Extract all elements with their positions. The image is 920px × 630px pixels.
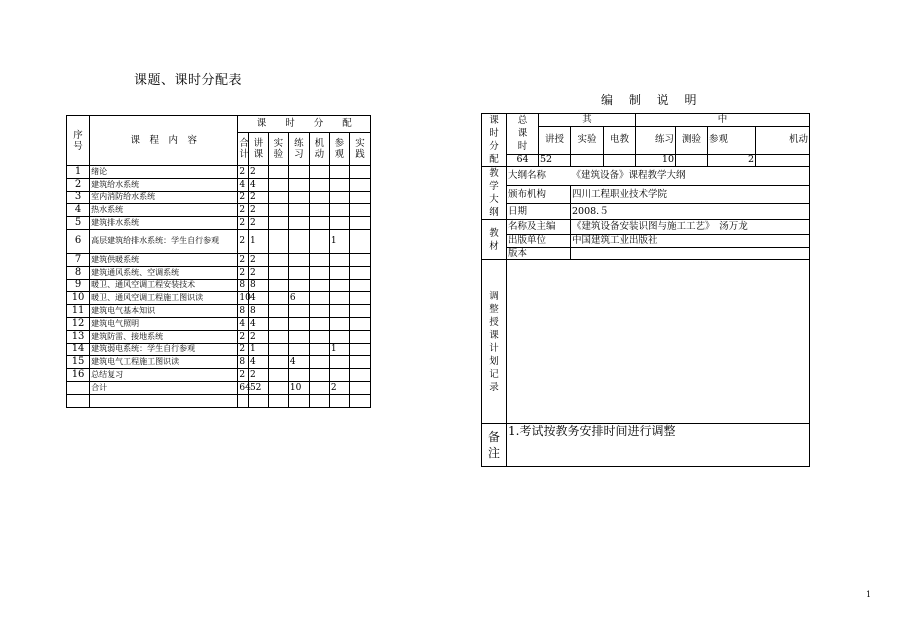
- label-tiaozheng: 调 整 授 课 计 划 记 录: [482, 260, 507, 424]
- row-value: 2: [238, 343, 249, 356]
- row-value: [288, 330, 309, 343]
- row-value: 4: [248, 356, 268, 369]
- row-value: 4: [248, 292, 268, 305]
- row-value: [349, 266, 370, 279]
- row-number: 4: [67, 204, 90, 217]
- label-keshi: 课 时 分 配: [482, 114, 507, 167]
- row-value: 2: [248, 253, 268, 266]
- row-course: 合计: [90, 381, 238, 394]
- row-value: 4: [288, 356, 309, 369]
- row-value: [268, 279, 288, 292]
- row-number: 10: [67, 292, 90, 305]
- row-value: [268, 266, 288, 279]
- label-zhong: 中: [636, 114, 810, 127]
- row-course: 建筑给水系统: [90, 178, 238, 191]
- row-number: 12: [67, 317, 90, 330]
- col-lianxi: 练习: [636, 126, 676, 154]
- table-row: [67, 317, 371, 330]
- row-value: [268, 292, 288, 305]
- header-col: 机 动: [309, 133, 329, 166]
- row-value: [329, 356, 349, 369]
- table-row: [67, 305, 371, 318]
- row-value: [349, 356, 370, 369]
- val-dianjiao: [604, 154, 636, 166]
- book-value: 中国建筑工业出版社: [571, 235, 810, 248]
- row-value: [349, 229, 370, 253]
- row-course: [90, 394, 238, 407]
- row-value: [309, 369, 329, 382]
- row-value: [268, 317, 288, 330]
- row-value: [349, 317, 370, 330]
- row-value: [349, 394, 370, 407]
- label-beizhu: 备 注: [482, 424, 507, 467]
- row-value: 2: [238, 204, 249, 217]
- row-value: 4: [238, 317, 249, 330]
- row-value: 2: [238, 166, 249, 179]
- row-value: [309, 279, 329, 292]
- table-row: [67, 394, 371, 407]
- row-value: 2: [248, 330, 268, 343]
- row-value: [288, 266, 309, 279]
- header-col: 合 计: [238, 133, 249, 166]
- row-value: [268, 381, 288, 394]
- label-jiaocai: 教 材: [482, 220, 507, 260]
- row-value: [309, 166, 329, 179]
- row-value: [309, 204, 329, 217]
- row-value: [329, 317, 349, 330]
- row-number: 14: [67, 343, 90, 356]
- row-value: [349, 305, 370, 318]
- row-number: 5: [67, 217, 90, 230]
- dagang-key: 日期: [507, 204, 571, 220]
- table-row: [67, 279, 371, 292]
- col-shiyan: 实验: [571, 126, 604, 154]
- book-value: [571, 248, 810, 260]
- row-course: 热水系统: [90, 204, 238, 217]
- row-value: 64: [239, 382, 251, 393]
- book-key: 版本: [507, 248, 571, 260]
- row-value: [329, 217, 349, 230]
- row-value: [329, 369, 349, 382]
- row-value: 2: [248, 266, 268, 279]
- row-value: 4: [238, 178, 249, 191]
- row-number: 2: [67, 178, 90, 191]
- left-title: 课题、课时分配表: [134, 73, 243, 88]
- dagang-value: 2008.５: [571, 204, 810, 220]
- row-value: [309, 394, 329, 407]
- row-value: [329, 253, 349, 266]
- header-col: 讲 课: [248, 133, 268, 166]
- row-course: 建筑电气照明: [90, 317, 238, 330]
- row-value: [268, 178, 288, 191]
- table-row: [67, 204, 371, 217]
- row-value: [309, 292, 329, 305]
- compilation-notes-table: [481, 113, 810, 467]
- row-course: 建筑电气基本知识: [90, 305, 238, 318]
- row-course: 暖卫、通风空调工程安装技术: [90, 279, 238, 292]
- row-value: [309, 330, 329, 343]
- row-value: [268, 217, 288, 230]
- dagang-key: 大纲名称: [507, 167, 571, 186]
- table-row: [67, 292, 371, 305]
- row-value: [288, 317, 309, 330]
- row-value: [309, 343, 329, 356]
- row-number: 1: [67, 166, 90, 179]
- page-number: 1: [866, 590, 872, 599]
- row-value: 1: [248, 343, 268, 356]
- row-value: [349, 204, 370, 217]
- row-value: 2: [248, 166, 268, 179]
- header-course: 课 程 内 容: [90, 116, 238, 166]
- row-course: 总结复习: [90, 369, 238, 382]
- dagang-key: 颁布机构: [507, 186, 571, 204]
- row-value: 2: [238, 369, 249, 382]
- row-course: 绪论: [90, 166, 238, 179]
- row-value: [329, 305, 349, 318]
- row-value: [349, 343, 370, 356]
- row-value: [349, 381, 370, 394]
- label-zong: 总 课 时: [507, 114, 539, 155]
- row-number: 13: [67, 330, 90, 343]
- row-value: [329, 279, 349, 292]
- row-value: [268, 305, 288, 318]
- row-value: [309, 178, 329, 191]
- val-ceyan: [676, 154, 708, 166]
- row-number: 7: [67, 253, 90, 266]
- val-jidong: [756, 154, 810, 166]
- row-value: [268, 166, 288, 179]
- row-value: [288, 253, 309, 266]
- header-col: 参 观: [329, 133, 349, 166]
- label-qi: 其: [539, 114, 636, 127]
- row-value: [349, 369, 370, 382]
- dagang-value: 《建筑设备》课程教学大纲: [571, 167, 810, 186]
- table-row: [67, 178, 371, 191]
- dagang-value: 四川工程职业技术学院: [571, 186, 810, 204]
- row-value: 2: [238, 229, 249, 253]
- row-value: 8: [248, 279, 268, 292]
- table-row: [67, 381, 371, 394]
- row-value: 8: [238, 356, 249, 369]
- val-jiangshou: 52: [539, 154, 571, 166]
- row-value: [329, 204, 349, 217]
- row-value: [349, 279, 370, 292]
- adjustment-record-area: [507, 260, 810, 424]
- table-row: [67, 191, 371, 204]
- row-number: 15: [67, 356, 90, 369]
- row-value: 2: [248, 217, 268, 230]
- row-value: [329, 166, 349, 179]
- table-row: [67, 253, 371, 266]
- row-value: [309, 217, 329, 230]
- row-value: [288, 191, 309, 204]
- row-value: [288, 229, 309, 253]
- table-row: [67, 343, 371, 356]
- header-col: 实 验: [268, 133, 288, 166]
- row-value: [288, 166, 309, 179]
- val-canguan: 2: [708, 154, 756, 166]
- row-value: 1: [329, 343, 349, 356]
- row-value: [309, 305, 329, 318]
- row-value: [349, 292, 370, 305]
- row-value: [288, 369, 309, 382]
- table-row: [67, 369, 371, 382]
- row-value: [329, 191, 349, 204]
- header-seq: 序 号: [67, 116, 90, 166]
- row-course: 建筑弱电系统：学生自行参观: [90, 343, 238, 356]
- row-value: 2: [238, 253, 249, 266]
- row-value: 52: [248, 381, 268, 394]
- row-value: [268, 204, 288, 217]
- row-value: [268, 343, 288, 356]
- book-key: 名称及主编: [507, 220, 571, 235]
- row-value: [248, 394, 268, 407]
- row-value: 2: [238, 191, 249, 204]
- row-value: [349, 166, 370, 179]
- remark-text: 1.考试按教务安排时间进行调整: [507, 424, 810, 467]
- row-value: [268, 394, 288, 407]
- row-value: 4: [248, 317, 268, 330]
- row-course: 建筑供暖系统: [90, 253, 238, 266]
- row-value: 2: [248, 369, 268, 382]
- row-number: 9: [67, 279, 90, 292]
- row-value: [349, 253, 370, 266]
- row-value: 6: [288, 292, 309, 305]
- course-hours-table: [66, 115, 371, 408]
- row-value: [329, 292, 349, 305]
- row-value: [309, 229, 329, 253]
- row-number: 11: [67, 305, 90, 318]
- row-course: 建筑电气工程施工图识读: [90, 356, 238, 369]
- row-value: [288, 279, 309, 292]
- row-value: 2: [329, 381, 349, 394]
- row-value: [288, 343, 309, 356]
- right-title: 编 制 说 明: [601, 93, 703, 107]
- table-row: [67, 330, 371, 343]
- row-course: 建筑排水系统: [90, 217, 238, 230]
- col-ceyan: 测验: [676, 126, 708, 154]
- col-dianjiao: 电教: [604, 126, 636, 154]
- val-lianxi: 10: [636, 154, 676, 166]
- row-course: 室内消防给水系统: [90, 191, 238, 204]
- row-value: [288, 204, 309, 217]
- col-jiangshou: 讲授: [539, 126, 571, 154]
- row-course: 建筑通风系统、空调系统: [90, 266, 238, 279]
- row-value: [309, 253, 329, 266]
- row-value: 2: [248, 191, 268, 204]
- row-course: 暖卫、通风空调工程施工图识读: [90, 292, 238, 305]
- row-value: 10: [288, 381, 309, 394]
- row-value: 8: [238, 305, 249, 318]
- row-value: [238, 394, 249, 407]
- row-value: 4: [248, 178, 268, 191]
- table-row: [67, 266, 371, 279]
- row-value: [309, 266, 329, 279]
- row-number: 8: [67, 266, 90, 279]
- row-value: [268, 356, 288, 369]
- row-value: [349, 330, 370, 343]
- table-row: [67, 356, 371, 369]
- row-number: 6: [67, 229, 90, 253]
- row-value: [349, 217, 370, 230]
- book-key: 出版单位: [507, 235, 571, 248]
- row-value: [288, 178, 309, 191]
- book-value: 《建筑设备安装识图与施工工艺》 汤万龙: [571, 220, 810, 235]
- row-value: [268, 330, 288, 343]
- row-value: [309, 356, 329, 369]
- row-value: [329, 178, 349, 191]
- val-total: 64: [507, 154, 539, 166]
- row-value: [349, 191, 370, 204]
- table-row: [67, 217, 371, 230]
- header-alloc: 课 时 分 配: [238, 116, 371, 133]
- row-value: [268, 191, 288, 204]
- row-value: 1: [248, 229, 268, 253]
- table-row: [67, 229, 371, 253]
- row-value: [329, 266, 349, 279]
- row-value: [268, 229, 288, 253]
- row-value: [309, 191, 329, 204]
- row-course: 高层建筑给排水系统：学生自行参观: [90, 229, 238, 253]
- row-value: [288, 305, 309, 318]
- table-row: [67, 166, 371, 179]
- row-value: [349, 178, 370, 191]
- row-value: [268, 369, 288, 382]
- row-value: [288, 394, 309, 407]
- row-value: [288, 217, 309, 230]
- row-number: [67, 394, 90, 407]
- row-value: 8: [248, 305, 268, 318]
- header-col: 实 践: [349, 133, 370, 166]
- row-number: 3: [67, 191, 90, 204]
- row-number: 16: [67, 369, 90, 382]
- label-jiaoxue-dagang: 教 学 大 纲: [482, 167, 507, 220]
- row-value: [309, 317, 329, 330]
- row-course: 建筑防雷、接地系统: [90, 330, 238, 343]
- row-value: [329, 394, 349, 407]
- row-value: 2: [238, 266, 249, 279]
- row-value: 8: [238, 279, 249, 292]
- row-value: 2: [248, 204, 268, 217]
- row-value: 10: [239, 293, 251, 304]
- row-number: [67, 381, 90, 394]
- row-value: [329, 330, 349, 343]
- row-value: [268, 253, 288, 266]
- row-value: 2: [238, 330, 249, 343]
- col-canguan: 参观: [708, 126, 756, 154]
- row-value: 1: [329, 229, 349, 253]
- row-value: 2: [238, 217, 249, 230]
- col-jidong: 机动: [756, 126, 810, 154]
- val-shiyan: [571, 154, 604, 166]
- header-col: 练 习: [288, 133, 309, 166]
- row-value: [309, 381, 329, 394]
